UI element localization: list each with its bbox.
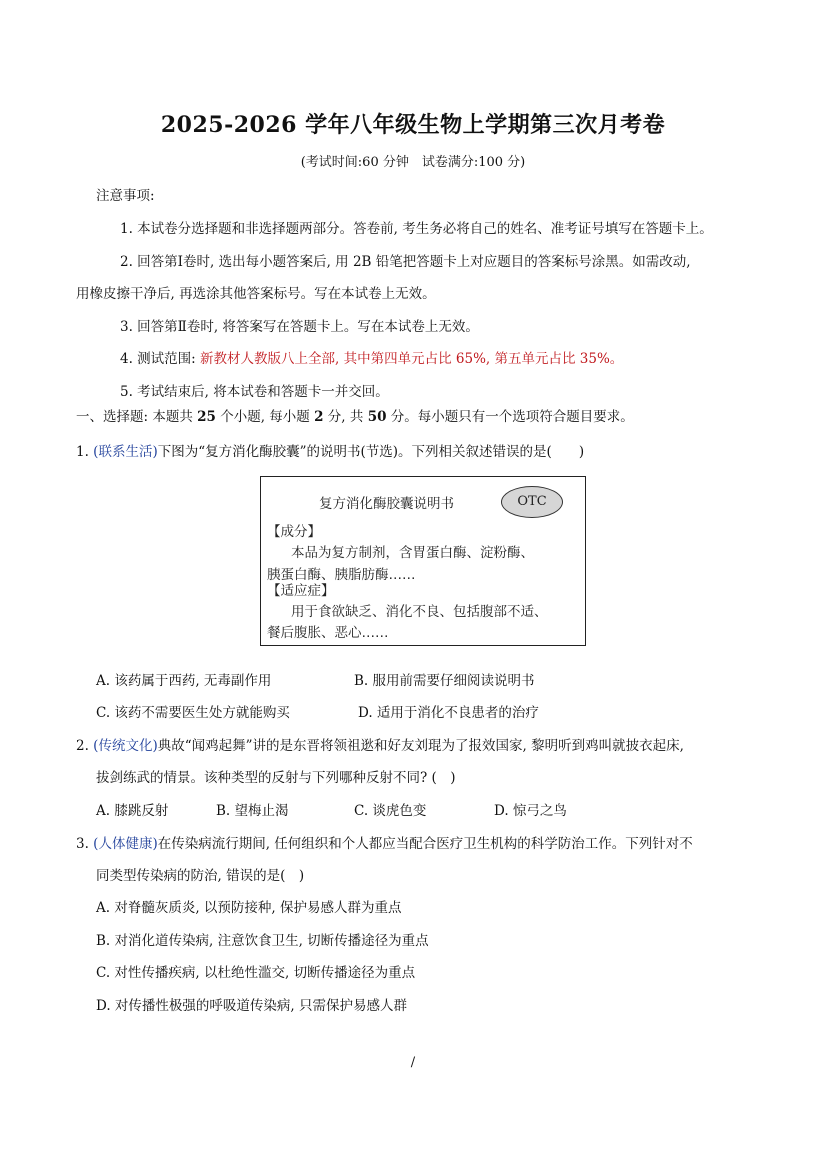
- section-text-3: 分, 共: [323, 409, 368, 425]
- section-heading: [76, 405, 634, 425]
- note-4-scope: 新教材人教版八上全部, 其中第四单元占比 65%, 第五单元占比 35%。: [200, 351, 624, 367]
- note-2-line-2: 用橡皮擦干净后, 再选涂其他答案标号。写在本试卷上无效。: [76, 286, 436, 302]
- q1-option-c: C. 该药不需要医生处方就能购买: [96, 705, 290, 721]
- section-total: 50: [367, 409, 387, 425]
- leaflet-ingredients-line-2: 胰蛋白酶、胰脂肪酶……: [267, 567, 416, 583]
- note-3: 3. 回答第Ⅱ卷时, 将答案写在答题卡上。写在本试卷上无效。: [120, 319, 479, 335]
- leaflet-indications-line-2: 餐后腹胀、恶心……: [267, 625, 389, 641]
- q1-tag: (联系生活): [93, 444, 158, 460]
- q2-stem-line-2: 拔剑练武的情景。该种类型的反射与下列哪种反射不同? ( ): [96, 770, 456, 786]
- note-4: [120, 347, 623, 367]
- q3-option-b: B. 对消化道传染病, 注意饮食卫生, 切断传播途径为重点: [96, 933, 429, 949]
- q1-stem: [76, 440, 584, 460]
- page-footer: /: [410, 1055, 416, 1070]
- page-title: 2025-2026 学年八年级生物上学期第三次月考卷: [160, 112, 666, 138]
- leaflet-indications-line-1: 用于食欲缺乏、消化不良、包括腹部不适、: [291, 604, 548, 620]
- section-each: 2: [314, 409, 324, 425]
- q3-number: 3.: [76, 836, 94, 852]
- q1-option-a: A. 该药属于西药, 无毒副作用: [96, 673, 272, 689]
- otc-badge: OTC: [501, 486, 563, 518]
- exam-info: (考试时间:60 分钟 试卷满分:100 分): [300, 155, 526, 170]
- note-4-prefix: 4. 测试范围:: [120, 351, 201, 367]
- medicine-leaflet: [260, 476, 586, 646]
- q2-option-a: A. 膝跳反射: [96, 803, 169, 819]
- note-1: 1. 本试卷分选择题和非选择题两部分。答卷前, 考生务必将自己的姓名、准考证号填写在答题卡上。: [120, 221, 713, 237]
- leaflet-title: 复方消化酶胶囊说明书: [319, 496, 454, 512]
- section-text-2: 个小题, 每小题: [215, 409, 315, 425]
- q3-stem-line-1: [76, 832, 693, 852]
- q3-stem-line-2: 同类型传染病的防治, 错误的是( ): [96, 868, 305, 884]
- q2-option-d: D. 惊弓之鸟: [494, 803, 567, 819]
- section-count: 25: [197, 409, 216, 425]
- q3-tag: (人体健康): [93, 836, 158, 852]
- leaflet-indications-heading: 【适应症】: [267, 583, 335, 599]
- q3-option-a: A. 对脊髓灰质炎, 以预防接种, 保护易感人群为重点: [96, 900, 402, 916]
- note-5: 5. 考试结束后, 将本试卷和答题卡一并交回。: [120, 384, 389, 400]
- q1-option-b: B. 服用前需要仔细阅读说明书: [354, 673, 535, 689]
- notes-heading: 注意事项:: [96, 188, 155, 204]
- q2-option-b: B. 望梅止渴: [216, 803, 289, 819]
- q1-text: 下图为“复方消化酶胶囊”的说明书(节选)。下列相关叙述错误的是( ): [157, 444, 585, 460]
- section-text-1: 一、选择题: 本题共: [76, 409, 198, 425]
- q2-stem-line-1: [76, 734, 684, 754]
- q2-option-c: C. 谈虎色变: [354, 803, 427, 819]
- q3-text: 在传染病流行期间, 任何组织和个人都应当配合医疗卫生机构的科学防治工作。下列针对不: [157, 836, 693, 852]
- q3-option-c: C. 对性传播疾病, 以杜绝性滥交, 切断传播途径为重点: [96, 965, 416, 981]
- leaflet-ingredients-line-1: 本品为复方制剂，含胃蛋白酶、淀粉酶、: [291, 545, 534, 561]
- q1-number: 1.: [76, 444, 94, 460]
- leaflet-ingredients-heading: 【成分】: [267, 524, 321, 540]
- note-2-line-1: 2. 回答第Ⅰ卷时, 选出每小题答案后, 用 2B 铅笔把答题卡上对应题目的答案标号涂黑。如需改动,: [120, 254, 691, 270]
- q3-option-d: D. 对传播性极强的呼吸道传染病, 只需保护易感人群: [96, 998, 408, 1014]
- q2-number: 2.: [76, 738, 94, 754]
- section-text-4: 分。每小题只有一个选项符合题目要求。: [386, 409, 634, 425]
- q2-text: 典故“闻鸡起舞”讲的是东晋将领祖逖和好友刘琨为了报效国家, 黎明听到鸡叫就披衣起床,: [157, 738, 684, 754]
- q2-tag: (传统文化): [93, 738, 158, 754]
- q1-option-d: D. 适用于消化不良患者的治疗: [358, 705, 539, 721]
